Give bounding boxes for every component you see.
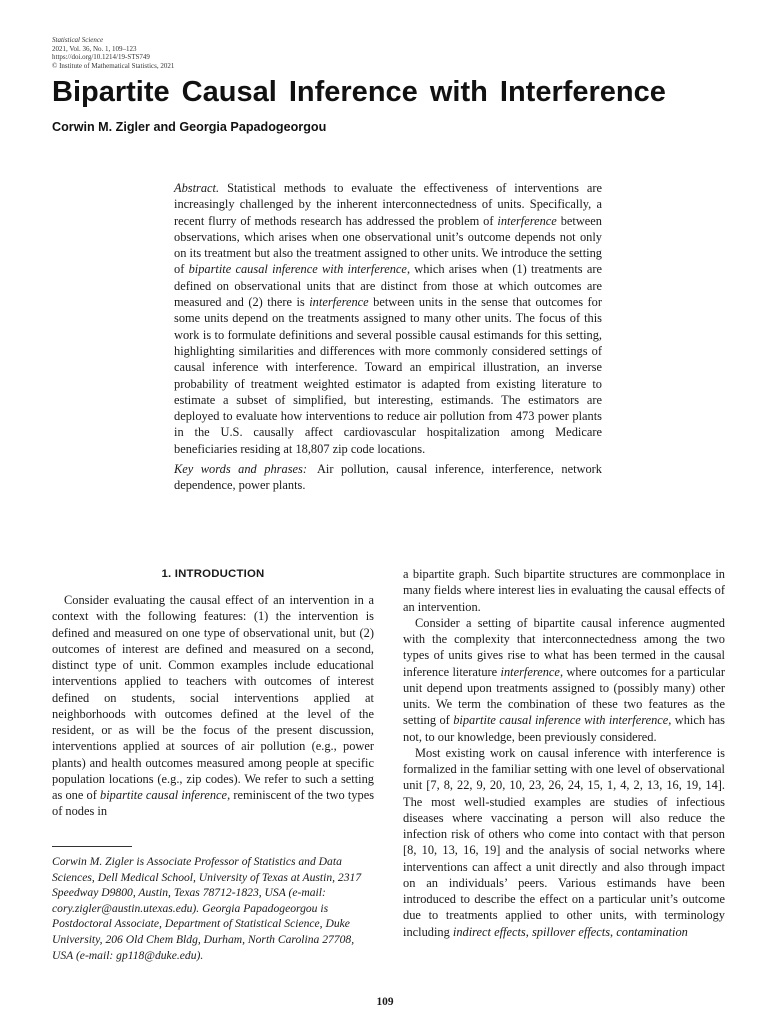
abstract-segment: , which arises when (1) treatments are defined on observational units that are distinct from those at which outcomes are measured and (2) there is [174,262,602,310]
abstract-segment: between observations, which arises when one observational unit’s outcome depends not only on its treatment but also the treatment assigned to other units. We introduce the setting of [174,213,602,277]
text-segment: , [525,924,532,939]
text-segment: , reminiscent of the two types of nodes in [52,788,375,819]
page-number: 109 [376,996,394,1008]
intro-paragraph-3 [403,745,725,940]
text-emphasis: interference [500,664,560,679]
text-segment: Most existing work on causal inference with interference is formalized in the familiar setting with one level of observational unit [7, 8, 22, 9, 20, 10, 23, 26, 24, 15, 1, 4, 2, 13, 16, 19, 14]. The most well-studied examples are studies of infectious diseases where vaccinating a person will also reduce the infection risk of others who come into contact with that person [8, 10, 13, 16, 19] and the analysis of social networks where interventions can affect a unit directly and also through impact on an individuals’ peers. Various estimands have been introduced to describe the effect on a particular unit’s outcome due to treatments applied to other units, with terminology including [403,745,725,939]
keywords [174,461,602,494]
abstract-emphasis: bipartite causal inference with interference [188,262,407,277]
text-emphasis: indirect effects [452,924,526,939]
right-column [403,566,725,940]
keywords-list: Air pollution, causal inference, interference, network dependence, power plants. [174,462,602,493]
text-emphasis: bipartite causal inference with interference [453,713,669,728]
doi-link[interactable]: https://doi.org/10.1214/19-STS749 [52,53,150,62]
text-segment: , [610,924,617,939]
left-column [52,566,374,820]
abstract-emphasis: interference [309,295,369,310]
text-segment: Consider a setting of bipartite causal inference augmented with the complexity that interconnectedness among the two types of units gives rise to what has been termed in the causal inference literature [403,615,725,679]
article-metadata [52,36,352,70]
keywords-label: Key words and phrases: [174,462,307,477]
text-segment: , which has not, to our knowledge, been previously considered. [403,713,726,744]
text-emphasis: bipartite causal inference [100,788,228,802]
intro-paragraph-1 [52,592,374,820]
intro-paragraph-continued: a bipartite graph. Such bipartite structures are commonplace in many fields where interest lies in evaluating the causal effects of an intervention. [403,567,725,614]
abstract-segment: between units in the sense that outcomes for some units depend on the treatments assigned to many other units. The focus of this work is to formulate definitions and several possible causal estimands for this setting, highlighting similarities and differences with more commonly considered settings of causal inference with interference. Toward an empirical illustration, an inverse probability of treatment weighted estimator is adapted from existing literature to estimate a subset of simplified, but interesting, estimands. The estimators are deployed to evaluate how interventions to reduce air pollution from 473 power plants in the U.S. causally affect cardiovascular hospitalization among Medicare beneficiaries residing at 18,807 zip code locations. [174,295,602,456]
copyright-line: © Institute of Mathematical Statistics, 2021 [52,61,175,70]
footnote-divider [52,846,132,847]
text-emphasis: contamination [616,924,688,939]
section-heading-introduction: 1. INTRODUCTION [161,568,265,580]
paper-title: Bipartite Causal Inference with Interference [52,76,666,108]
abstract-text [174,180,602,457]
abstract-segment: Statistical methods to evaluate the effectiveness of interventions are increasingly challenged by the inherent interconnectedness of units. Specifically, a recent flurry of methods research has addressed the problem of [174,181,602,228]
text-segment: , where outcomes for a particular unit depend upon treatments assigned to (possibly many) other units. We term the combination of these two features as the setting of [403,664,726,728]
text-segment: Consider evaluating the causal effect of an intervention in a context with the following features: (1) the intervention is defined and measured on one type of observational unit, but (2) outcomes of interest are defined and measured on a second, distinct type of unit. Common examples include educational interventions applied to teachers with outcomes of interest defined on students, social interventions applied at neighborhoods with outcomes defined at the level of the resident, or as will be the focus of the present discussion, interventions applied at sources of air pollution (e.g., power plants) and health outcomes measured among people at specific population locations (e.g., zip codes). We refer to such a setting as one of [52,593,374,802]
abstract-emphasis: interference [497,213,557,228]
author-affiliation-footnote: Corwin M. Zigler is Associate Professor of Statistics and Data Sciences, Dell Medical School, University of Texas at Austin, 2317 Speedway D9800, Austin, Texas 78712-1823, USA (e-mail: cory.zigler@austin.utexas.edu). Georgia Papadogeorgou is Postdoctoral Associate, Department of Statistical Science, Duke University, 206 Old Chem Bldg, Durham, North Carolina 27708, USA (e-mail: gp118@duke.edu). [52,855,362,962]
intro-paragraph-2 [403,615,725,745]
abstract-label: Abstract. [174,181,220,195]
journal-name: Statistical Science [52,36,104,44]
text-emphasis: spillover effects [531,924,611,939]
volume-line: 2021, Vol. 36, No. 1, 109–123 [52,44,137,53]
author-list: Corwin M. Zigler and Georgia Papadogeorgou [52,120,327,134]
abstract-block [174,180,602,494]
